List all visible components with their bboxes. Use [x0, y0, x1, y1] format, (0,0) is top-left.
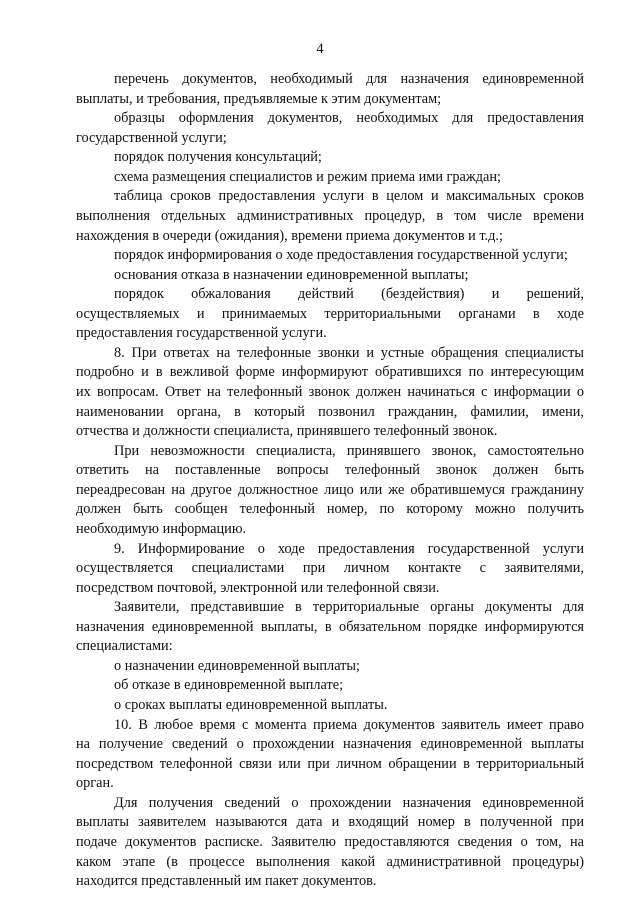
text-line: порядок обжалования действий (бездействия) и решений, — [114, 286, 584, 303]
text-line: 9. Информирование о ходе предоставления государственной услуги — [114, 540, 584, 557]
text-line: нахождения в очереди (ожидания), времени приема документов и т.д.; — [76, 227, 503, 244]
text-line: предоставления государственной услуги. — [76, 325, 327, 342]
text-line: государственной услуги; — [76, 129, 227, 146]
text-line: должен быть сообщен телефонный номер, по которому можно получить — [76, 501, 584, 518]
text-line: специалистами: — [76, 638, 173, 655]
text-line: орган. — [76, 775, 114, 792]
document-body — [76, 70, 584, 892]
text-line: отчества и должности специалиста, принявшего телефонный звонок. — [76, 423, 498, 440]
text-line: на получение сведений о прохождении назначения единовременной выплаты — [76, 736, 584, 753]
text-line: наименовании органа, в который позвонил гражданин, фамилии, имени, — [76, 403, 584, 420]
text-line: о назначении единовременной выплаты; — [114, 657, 360, 674]
text-line: их вопросам. Ответ на телефонный звонок должен начинаться с информации о — [76, 384, 584, 400]
text-line: основания отказа в назначении единовременной выплаты; — [114, 266, 469, 283]
text-line: таблица сроков предоставления услуги в целом и максимальных сроков — [114, 188, 584, 205]
text-line: При невозможности специалиста, принявшего звонок, самостоятельно — [114, 442, 584, 459]
text-line: каком этапе (в процессе выполнения какой административной процедуры) — [76, 853, 584, 870]
text-line: образцы оформления документов, необходимых для предоставления — [114, 110, 584, 127]
text-line: подаче документов расписке. Заявителю предоставляются сведения о том, на — [76, 833, 584, 850]
text-line: 10. В любое время с момента приема документов заявитель имеет право — [114, 716, 584, 733]
text-line: порядок получения консультаций; — [114, 149, 322, 166]
text-line: об отказе в единовременной выплате; — [114, 677, 344, 694]
text-line: 8. При ответах на телефонные звонки и устные обращения специалисты — [114, 344, 584, 361]
text-line: выплаты заявителем называются дата и входящий номер в полученной при — [76, 814, 584, 831]
text-line: осуществляется специалистами при личном контакте с заявителями, — [76, 560, 584, 577]
text-line: посредством телефонной связи или при личном обращении в территориальный — [76, 755, 584, 772]
text-line: переадресован на другое должностное лицо или же обратившемуся гражданину — [76, 481, 584, 498]
page-number: 4 — [316, 41, 324, 57]
text-line: Заявители, представившие в территориальные органы документы для — [114, 599, 584, 616]
text-line: ответить на поставленные вопросы телефонный звонок должен быть — [76, 462, 584, 479]
text-line: подробно и в вежливой форме информируют обратившихся по интересующим — [76, 364, 584, 381]
text-line: порядок информирования о ходе предоставления государственной услуги; — [114, 247, 568, 264]
text-line: выполнения отдельных административных процедур, в том числе времени — [76, 207, 584, 224]
text-line: перечень документов, необходимый для назначения единовременной — [114, 71, 584, 87]
text-line: назначения единовременной выплаты, в обязательном порядке информируются — [76, 618, 584, 635]
text-line: Для получения сведений о прохождении назначения единовременной — [114, 794, 584, 811]
text-line: находится представленный им пакет документов. — [76, 873, 377, 890]
text-line: выплаты, и требования, предъявляемые к этим документам; — [76, 90, 442, 107]
text-line: осуществляемых и принимаемых территориальными органами в ходе — [76, 305, 584, 322]
text-line: схема размещения специалистов и режим приема ими граждан; — [114, 168, 502, 185]
text-line: о сроках выплаты единовременной выплаты. — [114, 697, 388, 713]
text-line: необходимую информацию. — [76, 520, 247, 537]
text-line: посредством почтовой, электронной или телефонной связи. — [76, 579, 440, 596]
